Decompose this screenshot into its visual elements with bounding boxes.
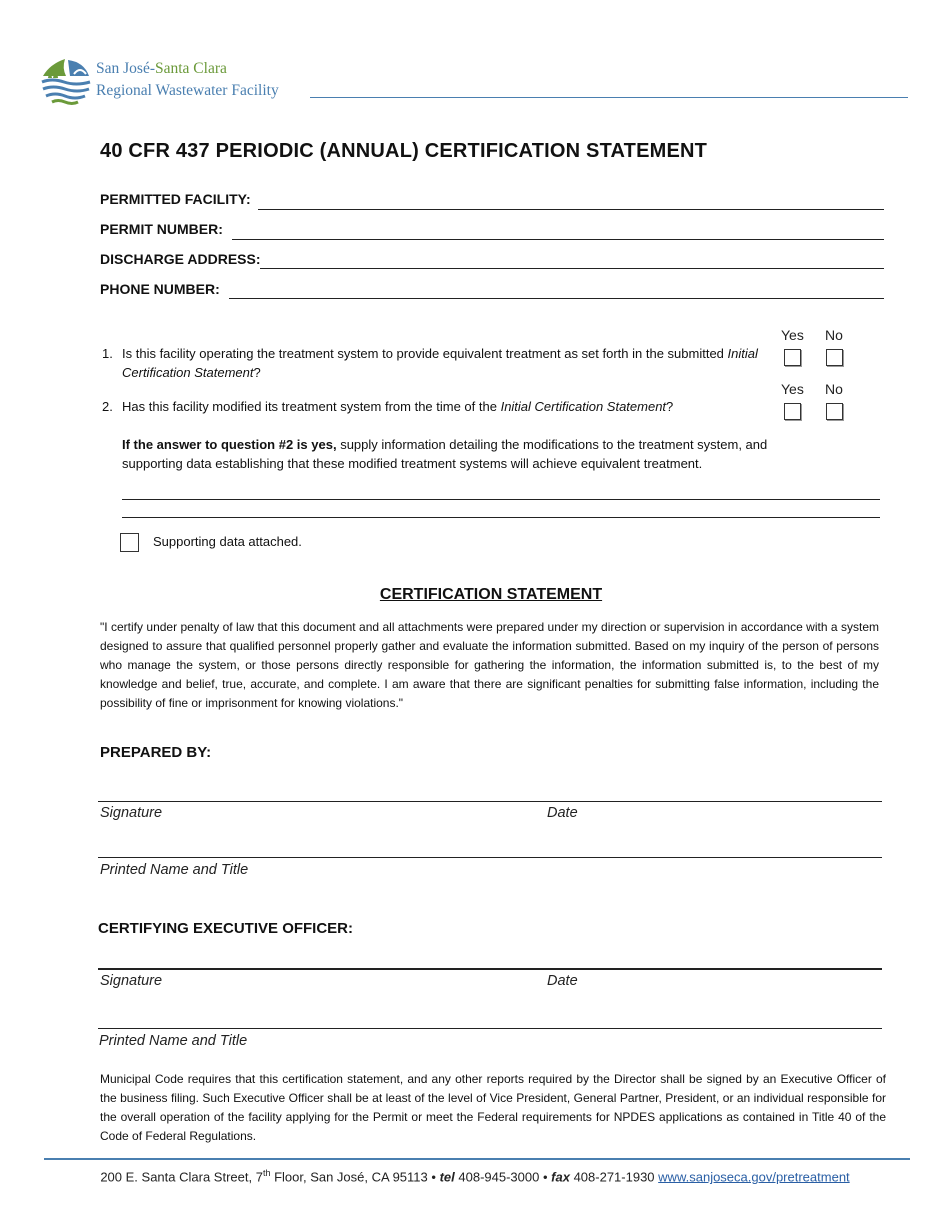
permitted-facility-label: PERMITTED FACILITY: [100, 191, 251, 207]
bullet-icon: • [542, 1169, 548, 1185]
executive-name-title-label: Printed Name and Title [99, 1033, 248, 1049]
executive-officer-label: CERTIFYING EXECUTIVE OFFICER: [98, 920, 354, 937]
footer-rule [44, 1158, 910, 1160]
header-rule [310, 97, 908, 98]
q2-instructions: If the answer to question #2 is yes, supply information detailing the modifications to the treatment system, and supporting data establishing that these modified treatment systems will achieve equivalent treatment. [122, 437, 768, 471]
org-name-line2: Regional Wastewater Facility [96, 82, 279, 99]
supporting-data-checkbox[interactable] [120, 533, 139, 552]
prepared-signature-line[interactable] [98, 801, 882, 802]
org-name-line1: San José-Santa Clara [96, 60, 227, 77]
q2-no-label: No [825, 381, 843, 397]
question-2: 2. Has this facility modified its treatment system from the time of the Initial Certification Statement? [102, 399, 674, 414]
wastewater-facility-logo-icon [40, 56, 94, 108]
q2-no-checkbox[interactable] [826, 403, 843, 420]
prepared-name-title-label: Printed Name and Title [100, 862, 249, 878]
discharge-address-label: DISCHARGE ADDRESS: [100, 251, 261, 267]
executive-date-label: Date [547, 973, 578, 989]
q2-yes-label: Yes [781, 381, 804, 397]
permitted-facility-field[interactable] [258, 191, 884, 208]
prepared-signature-label: Signature [100, 805, 163, 821]
executive-signature-label: Signature [100, 973, 163, 989]
municipal-code-note: Municipal Code requires that this certification statement, and any other reports required by the Director shall be signed by an Executive Officer of the business filing. Such Executive Officer shall be at least of the level of Vice President, General Partner, President, or an individual responsible for the overall operation of the facility applying for the Permit or meet the Federal requirements for NPDES applications as contained in Title 40 of the Code of Federal Regulations. [100, 1072, 886, 1143]
permitted-facility-line [258, 209, 884, 210]
q1-no-label: No [825, 327, 843, 343]
question-1: 1. Is this facility operating the treatment system to provide equivalent treatment as set forth in the submitted Initial Certification Statement? [102, 346, 758, 380]
prepared-name-line[interactable] [98, 857, 882, 858]
phone-number-line [229, 298, 884, 299]
executive-signature-line[interactable] [98, 968, 882, 970]
permit-number-label: PERMIT NUMBER: [100, 221, 223, 237]
permit-number-line [232, 239, 884, 240]
prepared-date-label: Date [547, 805, 578, 821]
q1-number: 1. [102, 346, 113, 361]
prepared-by-label: PREPARED BY: [100, 744, 212, 761]
supporting-data-label: Supporting data attached. [153, 534, 302, 549]
q2-yes-checkbox[interactable] [784, 403, 801, 420]
footer-contact: 200 E. Santa Clara Street, 7th Floor, San José, CA 95113 • tel 408-945-3000 • fax 408-271-1930 www.sanjoseca.gov/pretreatment [100, 1168, 850, 1185]
form-title: 40 CFR 437 PERIODIC (ANNUAL) CERTIFICATION STATEMENT [100, 140, 708, 162]
bullet-icon: • [431, 1169, 436, 1185]
discharge-address-line [260, 268, 884, 269]
permit-number-field[interactable] [232, 221, 884, 238]
modifications-line-2[interactable] [122, 517, 880, 518]
discharge-address-field[interactable] [260, 251, 884, 268]
certification-text: "I certify under penalty of law that this document and all attachments were prepared under my direction or supervision in accordance with a system designed to assure that qualified personnel properly gather and evaluate the information submitted. Based on my inquiry of the person of persons who manage the system, or those persons directly responsible for gathering the information, the information submitted is, to the best of my knowledge and belief, true, accurate, and complete. I am aware that there are significant penalties for submitting false information, including the possibility of fine or imprisonment for knowing violations." [100, 620, 879, 710]
phone-number-field[interactable] [229, 281, 884, 298]
q1-no-checkbox[interactable] [826, 349, 843, 366]
q1-yes-label: Yes [781, 327, 804, 343]
phone-number-label: PHONE NUMBER: [100, 281, 220, 297]
pretreatment-link[interactable]: www.sanjoseca.gov/pretreatment [658, 1169, 850, 1185]
q1-yes-checkbox[interactable] [784, 349, 801, 366]
certification-heading: CERTIFICATION STATEMENT [379, 586, 603, 603]
q2-number: 2. [102, 399, 113, 414]
modifications-line-1[interactable] [122, 499, 880, 500]
executive-name-line[interactable] [98, 1028, 882, 1029]
